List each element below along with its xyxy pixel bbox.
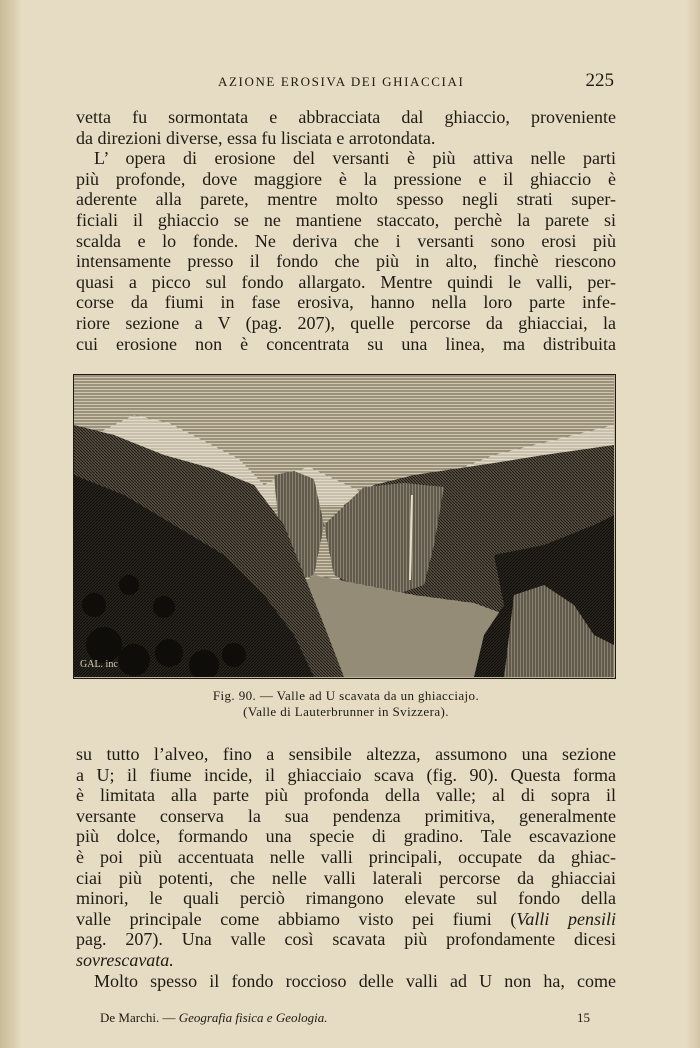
page-number: 225 <box>585 70 614 91</box>
text-line: ficiali il ghiaccio se ne mantiene staccato, perchè la parete si <box>76 209 616 230</box>
valley-illustration <box>74 375 614 677</box>
figure-caption <box>76 688 616 720</box>
paragraph-top <box>76 107 616 354</box>
text-line: da direzioni diverse, essa fu lisciata e arrotondata. <box>76 127 436 148</box>
text-line: ciai più potenti, che nelle valli laterali percorse da ghiacciai <box>76 867 616 888</box>
text-line: aderente alla parete, mentre molto spesso negli strati super- <box>76 189 616 210</box>
page-header <box>76 70 616 94</box>
text-line <box>76 909 616 930</box>
text-line: Molto spesso il fondo roccioso delle valli ad U non ha, come <box>94 970 616 991</box>
text-line: pag. 207). Una valle così scavata più profondamente dicesi <box>76 929 616 950</box>
text-line: minori, le quali perciò rimangono elevate sul fondo della <box>76 888 616 909</box>
text-line: è poi più accentuata nelle valli principali, occupate da ghiac- <box>76 846 616 867</box>
text-line: intensamente presso il fondo che più in alto, finchè riescono <box>76 251 616 272</box>
text-line: L’ opera di erosione del versanti è più attiva nelle parti <box>94 148 616 169</box>
italic-term: sovrescavata. <box>76 949 174 970</box>
text-line: versante conserva la sua pendenza primitiva, generalmente <box>76 805 616 826</box>
text-line: riore sezione a V (pag. 207), quelle percorse da ghiacciai, la <box>76 312 616 333</box>
caption-line: (Valle di Lauterbrunner in Svizzera). <box>243 704 449 719</box>
engraving-figure <box>73 374 616 679</box>
page-edge-left <box>0 0 22 1048</box>
text-line <box>76 950 616 971</box>
text-line: a U; il fiume incide, il ghiacciaio scava (fig. 90). Questa forma <box>76 764 616 785</box>
footer-book-title: Geografia fisica e Geologia. <box>178 1010 328 1025</box>
engraver-signature: GAL. inc <box>80 659 118 670</box>
paragraph-bottom <box>76 744 616 991</box>
text-line: scalda e lo fonde. Ne deriva che i versanti sono erosi più <box>76 230 616 251</box>
text-line: su tutto l’alveo, fino a sensibile altezza, assumono una sezione <box>76 744 616 764</box>
text-line: più dolce, formando una specie di gradino. Tale escavazione <box>76 826 616 847</box>
signature-number: 15 <box>577 1010 590 1025</box>
text-line: vetta fu sormontata e abbracciata dal ghiaccio, proveniente <box>76 107 616 127</box>
text-fragment: valle principale come abbiamo visto pei fiumi ( <box>76 908 517 929</box>
caption-line: Fig. 90. — Valle ad U scavata da un ghiacciajo. <box>212 688 480 703</box>
text-line: quasi a picco sul fondo allargato. Mentre quindi le valli, per- <box>76 271 616 292</box>
page-footer <box>100 1010 590 1026</box>
text-line: più profonde, dove maggiore è la pressione e il ghiaccio è <box>76 168 616 189</box>
text-line: corse da fiumi in fase erosiva, hanno nella loro parte infe- <box>76 292 616 313</box>
running-title: AZIONE EROSIVA DEI GHIACCIAI <box>218 74 465 89</box>
page-edge-right <box>686 0 700 1048</box>
text-line: cui erosione non è concentrata su una linea, ma distribuita <box>76 333 616 354</box>
text-line: è limitata alla parte più profonda della valle; al di sopra il <box>76 785 616 806</box>
footer-author: De Marchi. — <box>100 1010 179 1025</box>
italic-term: Valli pensili <box>516 908 616 929</box>
